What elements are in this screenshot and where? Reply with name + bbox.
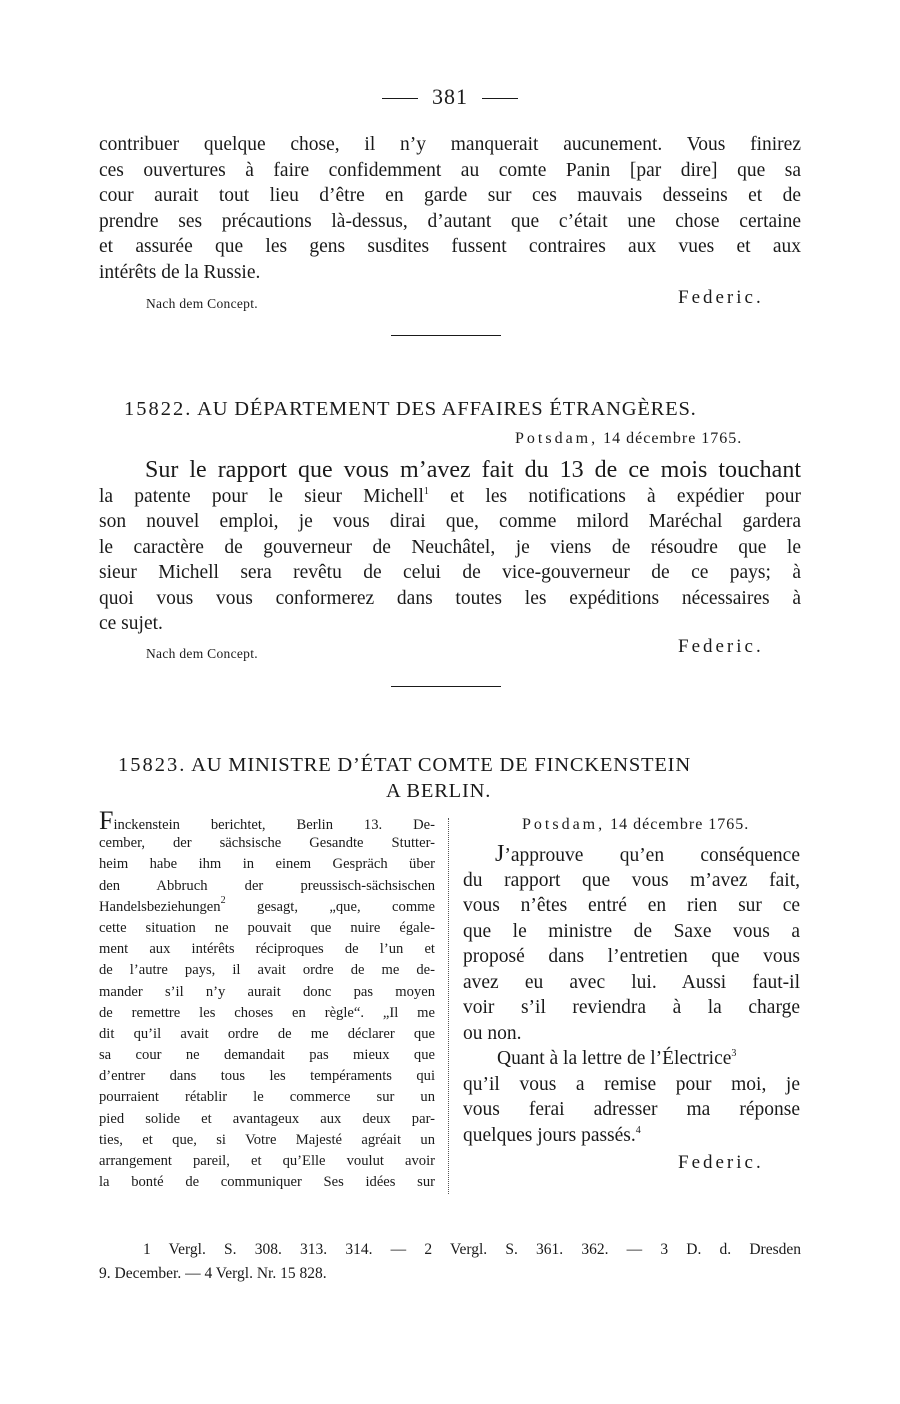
text-line: de remettre les choses en règle“. „Il me [99,1004,435,1021]
text-line: quoi vous vous conformerez dans toutes les expéditions nécessaires à [99,587,801,609]
text-line: arrangement pareil, et qu’Elle voulut avoir [99,1153,435,1169]
page-number [0,84,900,110]
text-line [99,894,435,918]
footnote-ref: 4 [635,1124,641,1136]
text-line: prendre ses précautions là-dessus, d’autant que c’était une chose certaine [99,210,801,232]
text-line: avez eu avec lui. Aussi faut-il [463,971,800,993]
text-line: ces ouvertures à faire confidemment au comte Panin [par dire] que sa [99,159,801,181]
letter-title: AU MINISTRE D’ÉTAT COMTE DE FINCKENSTEIN [191,754,691,776]
text-line: pourraient rétablir le commerce sur un [99,1089,435,1106]
text-line: ment aux intérêts réciproques de l’un et [99,941,435,958]
footnote-ref: 1 [423,485,429,497]
text-segment: ’approuve qu’en conséquence [504,845,800,866]
footnote-line: 1 Vergl. S. 308. 313. 314. — 2 Vergl. S. 361. 362. — 3 D. d. Dresden [143,1241,801,1258]
signature: Federic. [678,287,764,308]
text-line: ties, et que, si Votre Majesté agréait un [99,1131,435,1148]
dateline-place: Potsdam, [522,816,606,833]
text-line: son nouvel emploi, je vous dirai que, comme milord Maréchal gardera [99,511,801,532]
text-segment: Handelsbeziehungen [99,898,221,915]
text-line: heim habe ihm in einem Gespräch über [99,856,435,873]
source-note: Nach dem Concept. [146,296,258,311]
letter-heading [118,754,691,777]
source-note: Nach dem Concept. [146,646,258,661]
text-line: sa cour ne demandait pas mieux que [99,1047,435,1064]
text-line: cember, der sächsische Gesandte Stutter- [99,835,435,852]
letter-number: 15823. [118,754,187,776]
footnote-line: 9. December. — 4 Vergl. Nr. 15 828. [99,1265,327,1282]
text-line: cour aurait tout lieu d’être en garde sur ces mauvais desseins et de [99,185,801,206]
letter-body [99,458,801,637]
section-divider [391,686,501,687]
footnote-ref: 3 [731,1048,737,1059]
dateline-date: 14 décembre 1765. [610,816,750,833]
text-line: ou non. [463,1022,522,1044]
text-line: cette situation ne pouvait que nuire égale- [99,919,435,936]
text-segment: quelques jours passés. [463,1124,636,1146]
dateline [515,430,742,448]
signature: Federic. [678,636,764,657]
text-line: sieur Michell sera revêtu de celui de vice-gouverneur de ce pays; à [99,562,801,583]
footnote-ref: 2 [220,894,226,906]
drop-initial: J [495,841,505,867]
text-line: voir s’il reviendra à la charge [463,997,800,1018]
text-line: que le ministre de Saxe vous a [463,920,800,942]
text-segment: Quant à la lettre de l’Électrice [497,1048,732,1069]
letter-body [463,842,800,1148]
text-line: intérêts de la Russie. [99,261,261,283]
text-line: de l’autre pays, il avait ordre de me de- [99,962,435,979]
text-segment: et les notifications à expédier pour [450,485,802,507]
dateline-date: 14 décembre 1765. [603,430,743,447]
text-line: le caractère de gouverneur de Neuchâtel, je viens de résoudre que le [99,536,801,558]
text-line: vous ferai adresser ma réponse [463,1099,800,1120]
text-line: dit qu’il avait ordre de me déclarer que [99,1025,435,1042]
text-line: contribuer quelque chose, il n’y manquerait aucunement. Vous finirez [99,134,801,155]
signature: Federic. [678,1152,764,1173]
text-line: pied solide et avantageux aux deux par- [99,1110,435,1127]
letter-title: AU DÉPARTEMENT DES AFFAIRES ÉTRANGÈRES. [197,398,697,420]
text-segment: la patente pour le sieur Michell [99,485,424,507]
summary-column [99,806,435,1193]
text-line: qu’il vous a remise pour moi, je [463,1073,800,1095]
text-segment: gesagt, „que, comme [257,898,435,915]
text-line: d’entrer dans tous les tempéraments qui [99,1068,435,1085]
page-number-text: 381 [432,84,468,109]
page-number-left-dash [382,98,418,99]
text-line [99,806,435,835]
letter-title-line2: A BERLIN. [386,780,492,802]
text-line [99,484,801,510]
text-line [463,1046,800,1072]
letter-heading [124,398,697,421]
section-divider [391,335,501,336]
drop-initial: F [99,806,114,835]
dateline [522,816,749,834]
text-line: la bonté de communiquer Ses idées sur [99,1174,435,1191]
text-segment: inckenstein berichtet, Berlin 13. De- [113,817,435,833]
column-divider [448,818,449,1194]
text-line [463,842,800,868]
page-number-right-dash [482,98,518,99]
text-line: mander s’il n’y aurait donc pas moyen [99,983,435,1000]
text-line: vous n’êtes entré en rien sur ce [463,895,800,916]
letter-number: 15822. [124,398,193,420]
dateline-place: Potsdam, [515,430,599,447]
text-segment: Sur le rapport que vous m’avez fait du 13 de ce mois touchant [145,457,801,483]
continuation-paragraph [99,132,801,285]
footnotes [99,1238,801,1286]
text-line [463,1123,800,1149]
text-line: du rapport que vous m’avez fait, [463,869,800,891]
text-line: ce sujet. [99,613,163,634]
text-line: et assurée que les gens susdites fussent contraires aux vues et aux [99,236,801,257]
text-line: proposé dans l’entretien que vous [463,946,800,967]
text-line [99,458,801,484]
text-line: den Abbruch der preussisch-sächsischen [99,877,435,894]
